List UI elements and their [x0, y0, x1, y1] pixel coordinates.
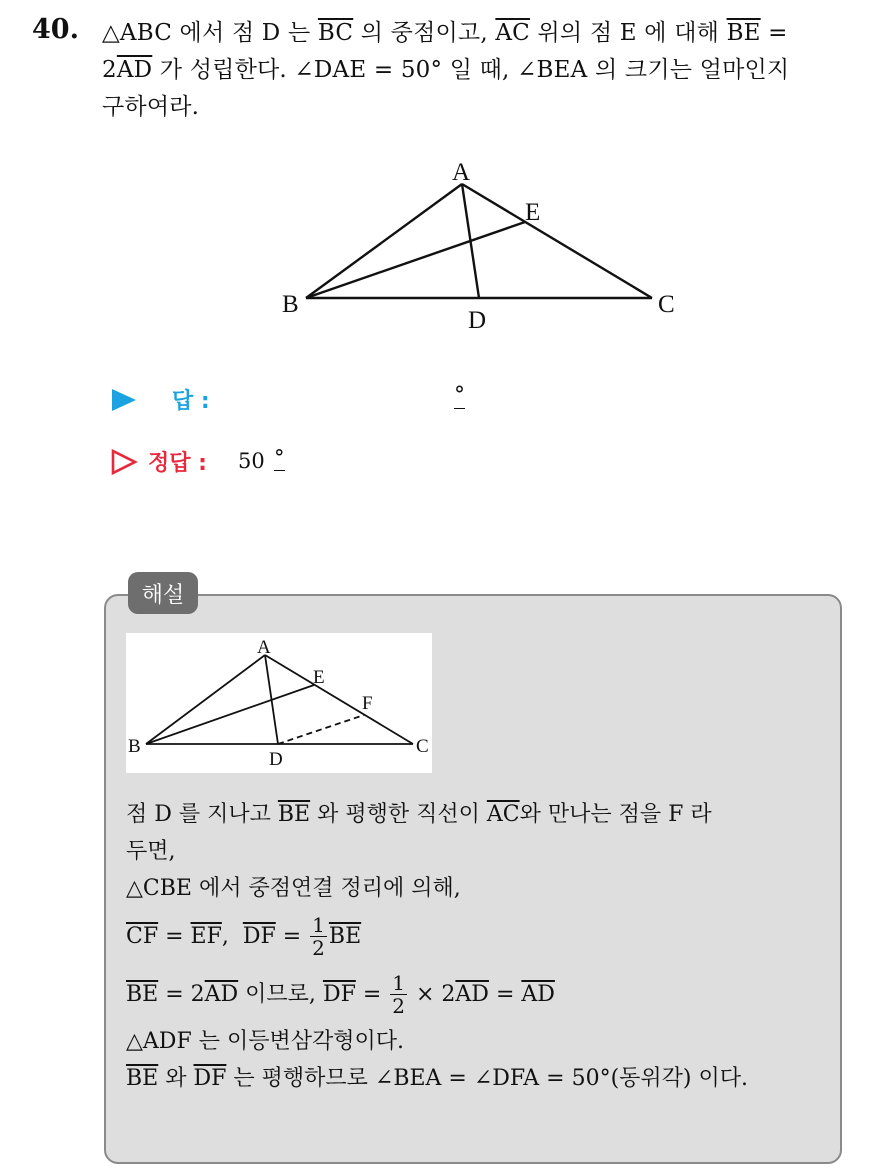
solution-line-2: 두면,: [126, 839, 176, 864]
fraction-denominator: 2: [312, 935, 325, 960]
text: =: [158, 923, 191, 949]
text: 점 D 를 지나고: [126, 802, 278, 827]
solution-figure: [126, 633, 432, 773]
segment-ab: [146, 655, 265, 744]
answer-unit: °: [454, 383, 465, 408]
text: = 2: [158, 981, 205, 1007]
label-c: C: [416, 736, 429, 757]
segment-df-dashed: [278, 715, 364, 744]
solution-equation-2: [126, 965, 826, 1023]
segment-df: $\overline{DF}$: [193, 1066, 227, 1091]
segment-ac: [462, 184, 652, 298]
correct-answer-row: [110, 446, 510, 480]
label-f: F: [362, 693, 373, 714]
segment-ad: $\overline{AD}$: [521, 981, 555, 1007]
solution-equation-1: [126, 907, 826, 965]
text: 와: [158, 1066, 194, 1091]
segment-be: $\overline{BE}$: [328, 923, 362, 949]
text: 위의 점 E 에 대해: [529, 20, 727, 46]
label-e: E: [525, 199, 541, 226]
text: =: [488, 981, 522, 1007]
label-c: C: [658, 291, 675, 318]
segment-be: $\overline{BE}$: [126, 1066, 159, 1091]
text: 이므로,: [238, 981, 323, 1007]
label-b: B: [128, 736, 141, 757]
fraction-numerator: 1: [312, 912, 325, 937]
fraction-one-half: [310, 914, 327, 959]
text: △ABC 에서 점 D 는: [102, 20, 318, 46]
segment-df: $\overline{DF}$: [242, 923, 276, 949]
segment-bc: $\overline{BC}$: [317, 20, 354, 46]
text: =: [760, 20, 788, 46]
answer-row: [110, 384, 510, 418]
solution-tag: 해설: [128, 572, 198, 614]
text: =: [275, 923, 309, 949]
outline-arrow-icon: [110, 449, 138, 475]
play-arrow-icon: [110, 388, 138, 412]
text: 는 평행하므로 ∠BEA = ∠DFA = 50°(동위각) 이다.: [226, 1066, 748, 1091]
solution-line-7: [126, 1060, 826, 1097]
segment-be: $\overline{BE}$: [277, 802, 311, 827]
question-number: 40.: [32, 14, 79, 45]
segment-ab: [306, 184, 462, 298]
fraction-denominator: 2: [392, 993, 405, 1018]
segment-ac: [265, 655, 413, 744]
solution-text: [126, 796, 826, 1097]
correct-answer-value: 50: [238, 449, 265, 473]
correct-answer-label: 정답 :: [148, 451, 207, 476]
segment-be: [306, 222, 525, 298]
segment-ef: $\overline{EF}$: [190, 923, 222, 949]
text: 와 평행한 직선이: [310, 802, 487, 827]
solution-line-3: △CBE 에서 중점연결 정리에 의해,: [126, 876, 461, 901]
question-text: [102, 15, 862, 126]
question-line-3: 구하여라.: [102, 94, 200, 120]
text: ,: [221, 923, 243, 949]
fraction-numerator: 1: [392, 970, 405, 995]
segment-be: $\overline{BE}$: [126, 981, 159, 1007]
text: 와 만나는 점을 F 라: [519, 802, 712, 827]
text: 2: [102, 57, 117, 83]
segment-ad: $\overline{AD}$: [204, 981, 239, 1007]
question-line-2: [102, 52, 862, 89]
fraction-one-half: [390, 972, 407, 1017]
segment-ad: $\overline{AD}$: [116, 57, 153, 83]
answer-label: 답 :: [172, 389, 210, 414]
text: 가 성립한다. ∠DAE = 50° 일 때, ∠BEA 의 크기는 얼마인지: [152, 57, 790, 83]
question-line-1: [102, 15, 862, 52]
text: × 2: [409, 981, 456, 1007]
segment-ad: $\overline{AD}$: [455, 981, 489, 1007]
label-a: A: [452, 159, 471, 186]
text: 의 중점이고,: [353, 20, 496, 46]
triangle-figure: [270, 150, 700, 340]
solution-line-1: [126, 796, 826, 833]
label-b: B: [282, 291, 299, 318]
segment-df: $\overline{DF}$: [322, 981, 356, 1007]
label-d: D: [269, 749, 283, 770]
segment-ac: $\overline{AC}$: [486, 802, 520, 827]
segment-cf: $\overline{CF}$: [126, 923, 159, 949]
segment-be: $\overline{BE}$: [726, 20, 761, 46]
correct-answer-unit: °: [274, 446, 285, 470]
label-d: D: [468, 307, 487, 334]
segment-ac: $\overline{AC}$: [495, 20, 530, 46]
solution-line-6: △ADF 는 이등변삼각형이다.: [126, 1029, 404, 1054]
label-a: A: [257, 637, 271, 658]
segment-be: [146, 685, 314, 744]
text: =: [355, 981, 389, 1007]
label-e: E: [313, 667, 325, 688]
